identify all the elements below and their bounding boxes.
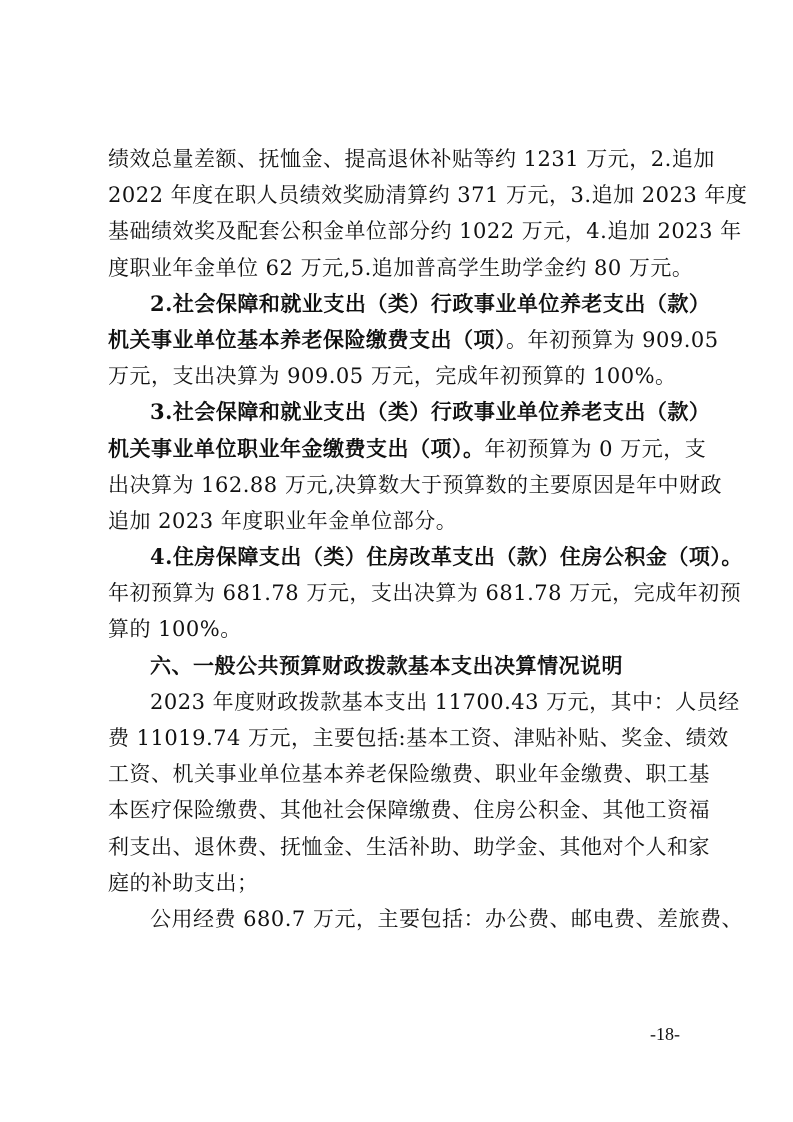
paragraph-line: 基础绩效奖及配套公积金单位部分约 1022 万元，4.追加 2023 年 [108, 219, 742, 244]
paragraph-line: 利支出、退休费、抚恤金、生活补助、助学金、其他对个人和家 [108, 834, 710, 859]
paragraph-line: 万元，支出决算为 909.05 万元，完成年初预算的 100%。 [108, 364, 677, 389]
paragraph-line: 算的 100%。 [108, 617, 242, 642]
paragraph-line: 绩效总量差额、抚恤金、提高退休补贴等约 1231 万元，2.追加 [108, 147, 715, 171]
paragraph-line: 工资、机关事业单位基本养老保险缴费、职业年金缴费、职工基 [108, 762, 710, 787]
paragraph-line [108, 322, 719, 358]
section-heading: 六、一般公共预算财政拨款基本支出决算情况说明 [150, 653, 623, 678]
page-number: -18- [650, 1024, 680, 1044]
paragraph-line [108, 431, 707, 467]
section-title-line: 3.社会保障和就业支出（类）行政事业单位养老支出（款） [150, 399, 711, 425]
paragraph-line: 追加 2023 年度职业年金单位部分。 [108, 508, 458, 533]
section-title-line: 4.住房保障支出（类）住房改革支出（款）住房公积金（项）。 [150, 544, 743, 570]
paragraph-line: 年初预算为 681.78 万元，支出决算为 681.78 万元，完成年初预 [108, 581, 742, 606]
paragraph-line: 出决算为 162.88 万元,决算数大于预算数的主要原因是年中财政 [108, 472, 723, 497]
document-body [108, 141, 748, 937]
paragraph-line: 2022 年度在职人员绩效奖励清算约 371 万元，3.追加 2023 年度 [108, 183, 748, 208]
inline-text: 。年初预算为 909.05 [506, 327, 719, 352]
paragraph-line: 公用经费 680.7 万元，主要包括：办公费、邮电费、差旅费、 [150, 906, 743, 931]
paragraph-line: 本医疗保险缴费、其他社会保障缴费、住房公积金、其他工资福 [108, 798, 710, 823]
paragraph-line: 庭的补助支出； [108, 870, 259, 895]
paragraph-line: 度职业年金单位 62 万元,5.追加普高学生助学金约 80 万元。 [108, 255, 694, 280]
bold-item-title: 机关事业单位职业年金缴费支出（项）。 [108, 435, 485, 461]
paragraph-line: 费 11019.74 万元，主要包括:基本工资、津贴补贴、奖金、绩效 [108, 726, 729, 750]
paragraph-line: 2023 年度财政拨款基本支出 11700.43 万元，其中：人员经 [150, 689, 740, 714]
bold-item-title: 机关事业单位基本养老保险缴费支出（项） [108, 326, 506, 352]
section-title-line: 2.社会保障和就业支出（类）行政事业单位养老支出（款） [150, 290, 711, 316]
inline-text: 年初预算为 0 万元，支 [484, 436, 707, 461]
